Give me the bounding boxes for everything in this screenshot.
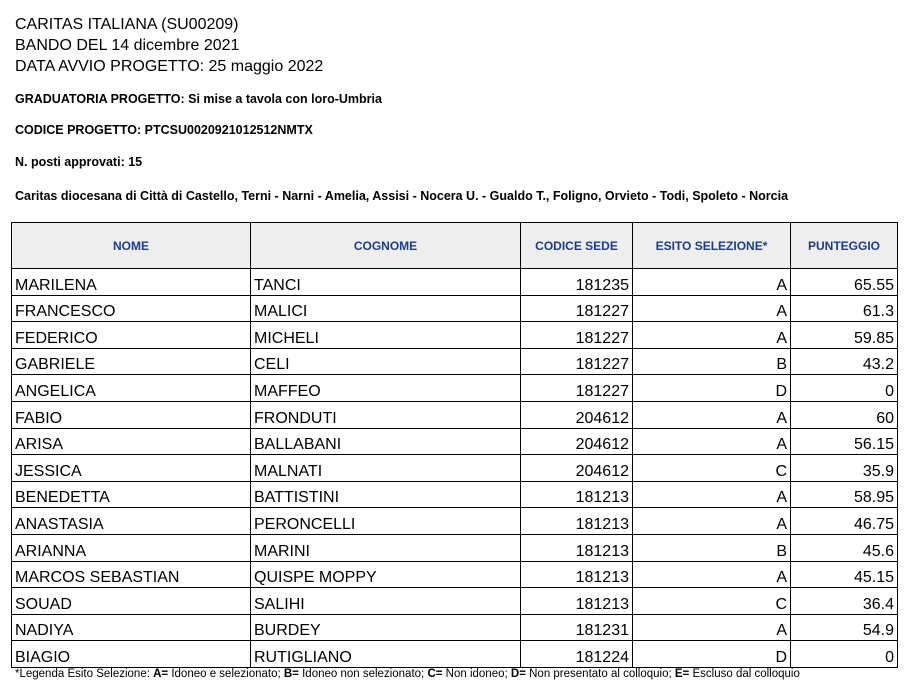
cell-nome: ARIANNA <box>12 534 251 561</box>
cell-codice-sede: 204612 <box>521 455 633 482</box>
table-row <box>12 348 898 375</box>
cell-punteggio: 0 <box>791 375 898 402</box>
cell-nome: GABRIELE <box>12 348 251 375</box>
table-row <box>12 481 898 508</box>
cell-esito: D <box>633 641 791 668</box>
cell-esito: B <box>633 348 791 375</box>
cell-nome: FRANCESCO <box>12 295 251 322</box>
cell-esito: A <box>633 322 791 349</box>
table-row <box>12 322 898 349</box>
cell-nome: BIAGIO <box>12 641 251 668</box>
cell-punteggio: 43.2 <box>791 348 898 375</box>
cell-punteggio: 46.75 <box>791 508 898 535</box>
table-row <box>12 269 898 296</box>
cell-codice-sede: 204612 <box>521 401 633 428</box>
legend-text: Non presentato al colloquio; <box>525 668 675 680</box>
col-header-nome[interactable]: NOME <box>12 223 251 269</box>
cell-cognome: QUISPE MOPPY <box>251 561 521 588</box>
table-row <box>12 588 898 615</box>
cell-punteggio: 60 <box>791 401 898 428</box>
cell-cognome: BURDEY <box>251 614 521 641</box>
legend-text: Idoneo non selezionato; <box>298 668 428 680</box>
graduatoria-table <box>11 222 898 668</box>
cell-codice-sede: 181227 <box>521 348 633 375</box>
cell-esito: C <box>633 588 791 615</box>
cell-codice-sede: 181235 <box>521 269 633 296</box>
cell-nome: JESSICA <box>12 455 251 482</box>
cell-punteggio: 61.3 <box>791 295 898 322</box>
cell-esito: B <box>633 534 791 561</box>
legend-text: Escluso dal colloquio <box>689 668 800 680</box>
cell-cognome: BALLABANI <box>251 428 521 455</box>
cell-esito: A <box>633 428 791 455</box>
table-row <box>12 455 898 482</box>
col-header-codice-sede[interactable]: CODICE SEDE <box>521 223 633 269</box>
cell-cognome: TANCI <box>251 269 521 296</box>
cell-nome: FEDERICO <box>12 322 251 349</box>
sedi-list: Caritas diocesana di Città di Castello, Terni - Narni - Amelia, Assisi - Nocera U. - Gualdo T., Foligno, Orvieto - Todi, Spoleto - Norcia <box>15 189 789 203</box>
cell-cognome: MALICI <box>251 295 521 322</box>
cell-esito: A <box>633 561 791 588</box>
cell-cognome: PERONCELLI <box>251 508 521 535</box>
codice-progetto: CODICE PROGETTO: PTCSU0020921012512NMTX <box>15 123 313 137</box>
cell-cognome: MARINI <box>251 534 521 561</box>
legend-code: D= <box>510 668 526 680</box>
cell-nome: MARCOS SEBASTIAN <box>12 561 251 588</box>
table-header-row <box>12 223 898 269</box>
cell-punteggio: 54.9 <box>791 614 898 641</box>
cell-codice-sede: 181213 <box>521 588 633 615</box>
header-line-avvio: DATA AVVIO PROGETTO: 25 maggio 2022 <box>15 58 324 75</box>
col-header-punteggio[interactable]: PUNTEGGIO <box>791 223 898 269</box>
header-line-ente: CARITAS ITALIANA (SU00209) <box>15 16 239 33</box>
cell-nome: FABIO <box>12 401 251 428</box>
legend-text: Non idoneo; <box>442 668 511 680</box>
cell-cognome: MICHELI <box>251 322 521 349</box>
cell-esito: A <box>633 614 791 641</box>
cell-esito: A <box>633 269 791 296</box>
cell-esito: A <box>633 401 791 428</box>
cell-punteggio: 36.4 <box>791 588 898 615</box>
table-row <box>12 534 898 561</box>
col-header-cognome[interactable]: COGNOME <box>251 223 521 269</box>
legend <box>15 668 800 680</box>
graduatoria-title: GRADUATORIA PROGETTO: Si mise a tavola con loro-Umbria <box>15 92 382 106</box>
cell-esito: A <box>633 481 791 508</box>
cell-cognome: CELI <box>251 348 521 375</box>
cell-codice-sede: 181231 <box>521 614 633 641</box>
cell-nome: BENEDETTA <box>12 481 251 508</box>
table-row <box>12 401 898 428</box>
cell-codice-sede: 181213 <box>521 561 633 588</box>
cell-esito: C <box>633 455 791 482</box>
legend-code: E= <box>674 668 690 680</box>
cell-codice-sede: 181213 <box>521 534 633 561</box>
table-row <box>12 561 898 588</box>
cell-nome: ANGELICA <box>12 375 251 402</box>
cell-cognome: MALNATI <box>251 455 521 482</box>
cell-esito: D <box>633 375 791 402</box>
cell-codice-sede: 181227 <box>521 295 633 322</box>
cell-codice-sede: 181224 <box>521 641 633 668</box>
table-row <box>12 375 898 402</box>
cell-nome: NADIYA <box>12 614 251 641</box>
cell-codice-sede: 181213 <box>521 481 633 508</box>
cell-nome: SOUAD <box>12 588 251 615</box>
cell-nome: MARILENA <box>12 269 251 296</box>
legend-code: C= <box>427 668 443 680</box>
cell-esito: A <box>633 508 791 535</box>
cell-esito: A <box>633 295 791 322</box>
legend-code: B= <box>283 668 299 680</box>
header-line-bando: BANDO DEL 14 dicembre 2021 <box>15 37 240 54</box>
table-row <box>12 508 898 535</box>
cell-cognome: MAFFEO <box>251 375 521 402</box>
cell-cognome: RUTIGLIANO <box>251 641 521 668</box>
cell-cognome: FRONDUTI <box>251 401 521 428</box>
cell-punteggio: 0 <box>791 641 898 668</box>
cell-nome: ANASTASIA <box>12 508 251 535</box>
cell-punteggio: 45.15 <box>791 561 898 588</box>
table-row <box>12 428 898 455</box>
posti-approvati: N. posti approvati: 15 <box>15 155 143 169</box>
cell-codice-sede: 181227 <box>521 322 633 349</box>
cell-punteggio: 35.9 <box>791 455 898 482</box>
table-row <box>12 614 898 641</box>
cell-punteggio: 58.95 <box>791 481 898 508</box>
col-header-esito[interactable]: ESITO SELEZIONE* <box>633 223 791 269</box>
cell-cognome: SALIHI <box>251 588 521 615</box>
cell-punteggio: 65.55 <box>791 269 898 296</box>
legend-prefix: *Legenda Esito Selezione: <box>15 668 154 680</box>
cell-codice-sede: 181213 <box>521 508 633 535</box>
table-row <box>12 641 898 668</box>
cell-nome: ARISA <box>12 428 251 455</box>
cell-punteggio: 59.85 <box>791 322 898 349</box>
cell-cognome: BATTISTINI <box>251 481 521 508</box>
cell-codice-sede: 204612 <box>521 428 633 455</box>
cell-codice-sede: 181227 <box>521 375 633 402</box>
table-row <box>12 295 898 322</box>
legend-code: A= <box>153 668 169 680</box>
table-body <box>12 269 898 668</box>
cell-punteggio: 45.6 <box>791 534 898 561</box>
cell-punteggio: 56.15 <box>791 428 898 455</box>
legend-text: Idoneo e selezionato; <box>168 668 284 680</box>
